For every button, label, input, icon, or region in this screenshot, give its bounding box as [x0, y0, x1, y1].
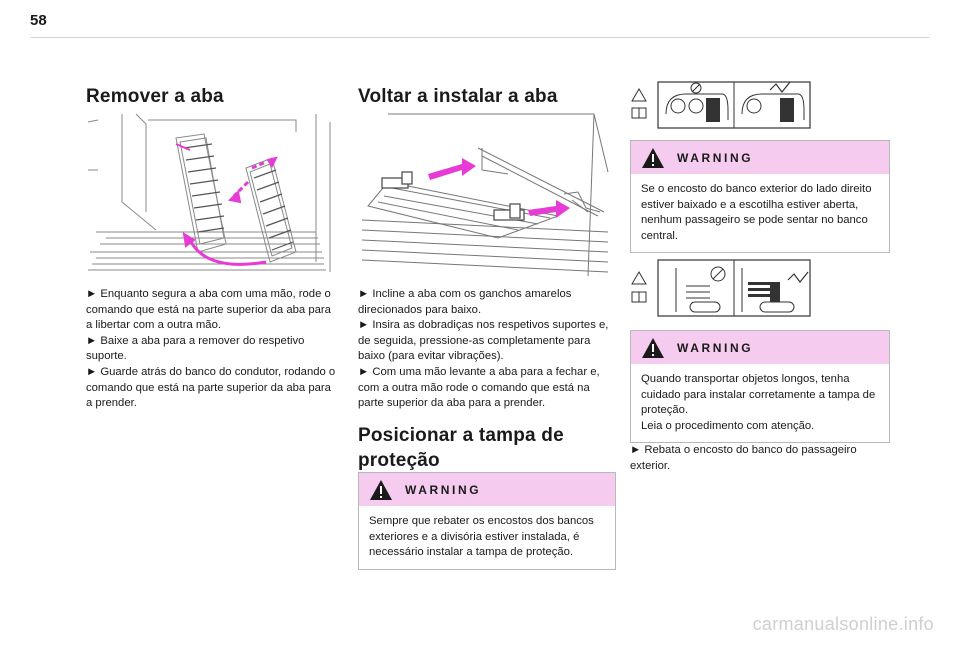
- page-number: 58: [30, 12, 47, 29]
- warning-symbols: [632, 272, 646, 302]
- remove-flap-instructions: [86, 287, 336, 412]
- remove-step-2: ► Baixe a aba para a remover do respetivo suporte.: [86, 334, 305, 363]
- warning-header: [359, 473, 615, 506]
- warning-triangle-icon: [369, 479, 393, 501]
- warning-header: [631, 141, 889, 174]
- heading-protective-cover-line1: Posicionar a tampa de: [358, 425, 564, 446]
- warning-body: [631, 174, 889, 252]
- reinstall-flap-illustration: [358, 112, 612, 276]
- seat-position-pictogram-2: [630, 258, 812, 320]
- remove-flap-illustration: [86, 112, 334, 276]
- fold-step-1: ► Rebata o encosto do banco do passageiro exterior.: [630, 444, 857, 472]
- reinstall-step-1: ► Incline a aba com os ganchos amarelos direcionados para baixo.: [358, 288, 572, 316]
- reinstall-step-2: ► Insira as dobradiças nos respetivos suportes e, de seguida, pressione-as completamente para baixo (para evitar vibrações).: [358, 319, 609, 363]
- warning-title: WARNING: [677, 150, 754, 165]
- warning-triangle-icon: [641, 147, 665, 169]
- warning-text: Se o encosto do banco exterior do lado direito estiver baixado e a escotilha estiver aberta, nenhum passageiro se pode sentar no banco central.: [641, 183, 872, 242]
- warning-title: WARNING: [405, 482, 482, 497]
- warning-box-long-objects: [630, 330, 890, 443]
- warning-text: Sempre que rebater os encostos dos bancos exteriores e a divisória estiver instalada, é necessário instalar a tampa de proteção.: [369, 515, 594, 559]
- seat-position-pictogram-1: [630, 80, 812, 132]
- remove-step-3: ► Guarde atrás do banco do condutor, rodando o comando que está na parte superior da aba para a prender.: [86, 365, 336, 410]
- heading-reinstall-flap: Voltar a instalar a aba: [358, 86, 558, 107]
- warning-box-seat-hatch: [630, 140, 890, 253]
- warning-body: [359, 506, 615, 569]
- warning-text-line-2: Leia o procedimento com atenção.: [641, 419, 815, 432]
- reinstall-step-3: ► Com uma mão levante a aba para a fechar e, com a outra mão rode o comando que está na parte superior da aba para a prender.: [358, 365, 600, 410]
- heading-remove-flap: Remover a aba: [86, 86, 224, 107]
- warning-title: WARNING: [677, 340, 754, 355]
- heading-protective-cover-line2: proteção: [358, 450, 440, 471]
- warning-text-line-1: Quando transportar objetos longos, tenha cuidado para instalar corretamente a tampa de proteção.: [641, 373, 876, 417]
- remove-step-1: ► Enquanto segura a aba com uma mão, rode o comando que está na parte superior da aba para a libertar com a outra mão.: [86, 288, 331, 332]
- heading-protective-cover: [358, 423, 564, 473]
- reinstall-flap-instructions: [358, 287, 616, 412]
- warning-triangle-icon: [641, 337, 665, 359]
- warning-box-protective-cover: [358, 472, 616, 570]
- warning-body: [631, 364, 889, 442]
- fold-seat-instruction: [630, 443, 888, 474]
- warning-header: [631, 331, 889, 364]
- header-rule: [30, 37, 930, 38]
- warning-symbols: [632, 89, 646, 118]
- watermark-footer: carmanualsonline.info: [752, 614, 934, 634]
